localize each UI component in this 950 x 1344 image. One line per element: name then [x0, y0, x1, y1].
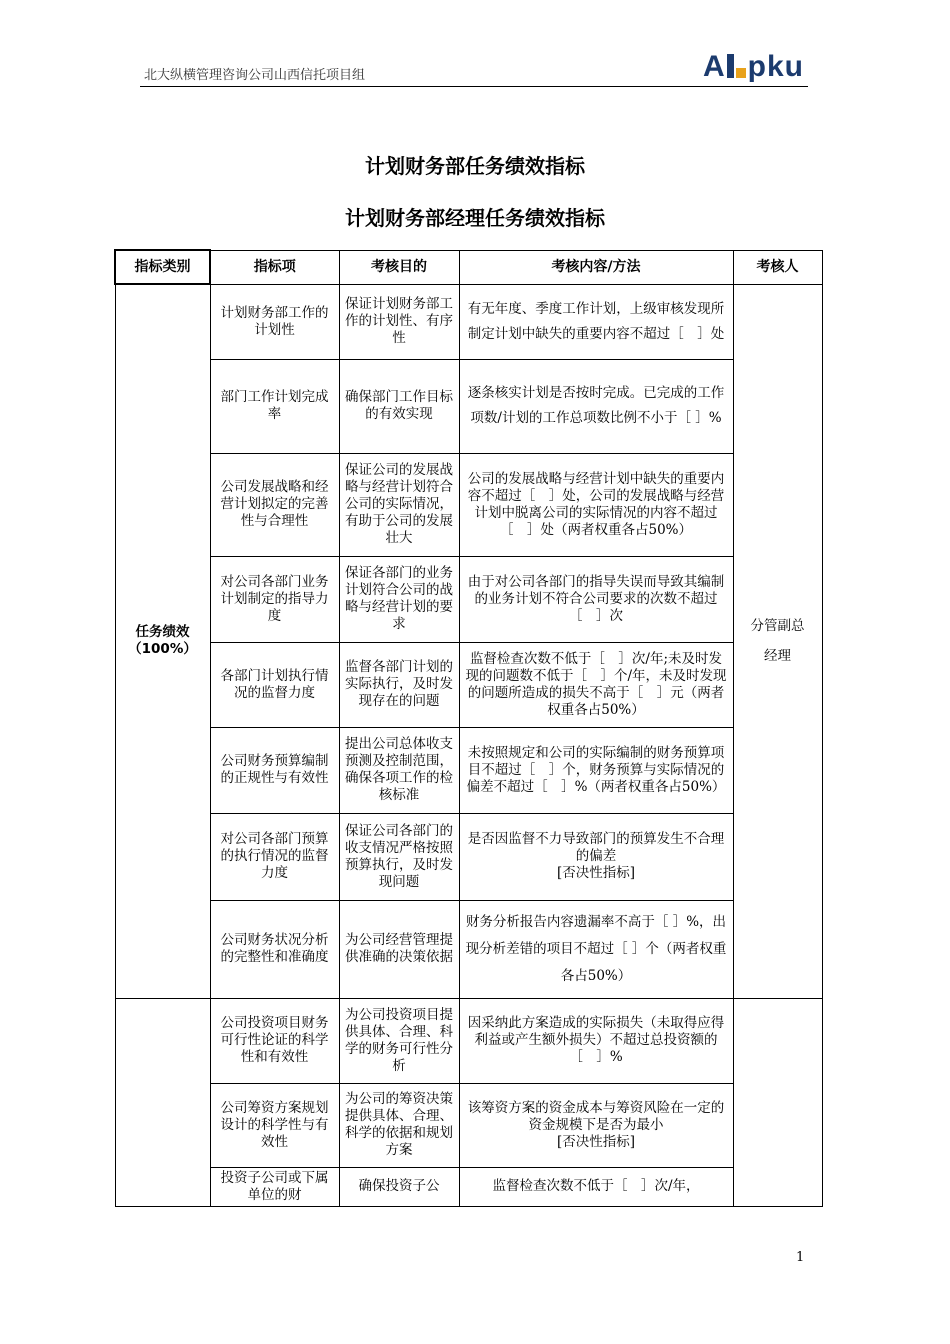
- item-cell: 公司财务状况分析的完整性和准确度: [210, 900, 339, 998]
- table-row: [115, 727, 822, 813]
- assessor-cell-empty: [733, 998, 822, 1206]
- purpose-cell: 保证计划财务部工作的计划性、有序性: [339, 284, 459, 359]
- purpose-cell: 保证各部门的业务计划符合公司的战略与经营计划的要求: [339, 556, 459, 642]
- purpose-cell: 确保投资子公: [339, 1167, 459, 1206]
- category-name: 任务绩效: [135, 624, 190, 641]
- purpose-cell: 监督各部门计划的实际执行，及时发现存在的问题: [339, 642, 459, 727]
- table-row: [115, 453, 822, 556]
- purpose-cell: 保证公司各部门的收支情况严格按照预算执行，及时发现问题: [339, 813, 459, 900]
- table-row: [115, 556, 822, 642]
- assessor-cell: 分管副总经理: [733, 284, 822, 998]
- content-cell: 因采纳此方案造成的实际损失（未取得应得利益或产生额外损失）不超过总投资额的［ ］%: [459, 998, 733, 1083]
- category-cell-empty: [115, 998, 210, 1206]
- purpose-cell: 确保部门工作目标的有效实现: [339, 359, 459, 453]
- item-cell: 公司投资项目财务可行性论证的科学性和有效性: [210, 998, 339, 1083]
- content-cell: 监督检查次数不低于［ ］次/年;未及时发现的问题数不低于［ ］个/年，未及时发现的问题所造成的损失不高于［ ］元（两者权重各占50%）: [459, 642, 733, 727]
- page-number: 1: [796, 1250, 805, 1265]
- page-header: [140, 50, 808, 87]
- content-cell: [459, 1083, 733, 1167]
- category-cell: [115, 284, 210, 998]
- purpose-cell: 为公司经营管理提供准确的决策依据: [339, 900, 459, 998]
- purpose-cell: 为公司投资项目提供具体、合理、科学的财务可行性分析: [339, 998, 459, 1083]
- table-row: [115, 1083, 822, 1167]
- content-cell: 有无年度、季度工作计划，上级审核发现所制定计划中缺失的重要内容不超过［ ］处: [459, 284, 733, 359]
- page-subtitle: 计划财务部经理任务绩效指标: [345, 206, 605, 230]
- content-cell: 未按照规定和公司的实际编制的财务预算项目不超过［ ］个，财务预算与实际情况的偏差不超过［ ］%（两者权重各占50%）: [459, 727, 733, 813]
- content-cell: [459, 813, 733, 900]
- item-cell: 对公司各部门预算的执行情况的监督力度: [210, 813, 339, 900]
- veto-note: [否决性指标]: [556, 865, 636, 881]
- item-cell: 公司财务预算编制的正规性与有效性: [210, 727, 339, 813]
- kpi-table: [114, 249, 823, 1207]
- table-row: [115, 284, 822, 359]
- content-cell: 财务分析报告内容遗漏率不高于［ ］%，出现分析差错的项目不超过［ ］个（两者权重各占50%）: [459, 900, 733, 998]
- content-cell: 监督检查次数不低于［ ］次/年，: [459, 1167, 733, 1206]
- purpose-cell: 保证公司的发展战略与经营计划符合公司的实际情况，有助于公司的发展壮大: [339, 453, 459, 556]
- purpose-cell: 提出公司总体收支预测及控制范围，确保各项工作的检核标准: [339, 727, 459, 813]
- header-org-name: 北大纵横管理咨询公司山西信托项目组: [144, 68, 366, 83]
- content-text: 该筹资方案的资金成本与筹资风险在一定的资金规模下是否为最小: [467, 1099, 725, 1133]
- table-header-row: [115, 250, 822, 284]
- item-cell: 部门工作计划完成率: [210, 359, 339, 453]
- header-content: 考核内容/方法: [459, 250, 733, 284]
- table-row: [115, 359, 822, 453]
- item-cell: 投资子公司或下属单位的财: [210, 1167, 339, 1206]
- header-assessor: 考核人: [733, 250, 822, 284]
- page-title: 计划财务部任务绩效指标: [365, 154, 585, 178]
- content-cell: 由于对公司各部门的指导失误而导致其编制的业务计划不符合公司要求的次数不超过［ ］次: [459, 556, 733, 642]
- veto-note: [否决性指标]: [556, 1133, 636, 1150]
- content-cell: 公司的发展战略与经营计划中缺失的重要内容不超过［ ］处，公司的发展战略与经营计划中脱离公司的实际情况的内容不超过［ ］处（两者权重各占50%）: [459, 453, 733, 556]
- item-cell: 对公司各部门业务计划制定的指导力度: [210, 556, 339, 642]
- item-cell: 公司筹资方案规划设计的科学性与有效性: [210, 1083, 339, 1167]
- table-row: [115, 813, 822, 900]
- category-weight: （100%）: [128, 641, 197, 658]
- item-cell: 公司发展战略和经营计划拟定的完善性与合理性: [210, 453, 339, 556]
- purpose-cell: 为公司的筹资决策提供具体、合理、科学的依据和规划方案: [339, 1083, 459, 1167]
- table-row: [115, 1167, 822, 1206]
- header-purpose: 考核目的: [339, 250, 459, 284]
- allpku-logo: A pku: [702, 50, 804, 83]
- table-row: [115, 642, 822, 727]
- table-row: [115, 900, 822, 998]
- content-cell: 逐条核实计划是否按时完成。已完成的工作项数/计划的工作总项数比例不小于［ ］%: [459, 359, 733, 453]
- item-cell: 各部门计划执行情况的监督力度: [210, 642, 339, 727]
- table-row: [115, 998, 822, 1083]
- header-item: 指标项: [210, 250, 339, 284]
- item-cell: 计划财务部工作的计划性: [210, 284, 339, 359]
- header-category: 指标类别: [115, 250, 210, 284]
- content-text: 是否因监督不力导致部门的预算发生不合理的偏差: [467, 831, 725, 864]
